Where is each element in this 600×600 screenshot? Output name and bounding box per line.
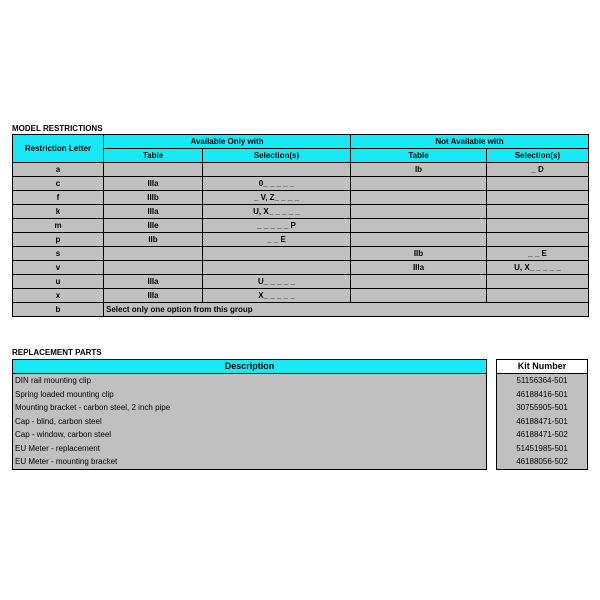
available-table: IIIa (104, 289, 203, 303)
available-table: IIIa (104, 205, 203, 219)
kit-number-table (496, 359, 588, 470)
part-row (13, 374, 487, 388)
part-description: Cap - blind, carbon steel (13, 415, 487, 429)
restriction-row (13, 219, 589, 233)
kit-row (497, 455, 588, 469)
available-selections (203, 247, 351, 261)
available-table: IIIe (104, 219, 203, 233)
header-description: Description (13, 360, 487, 374)
not-available-selections (487, 177, 589, 191)
kit-number: 51156364-501 (497, 374, 588, 388)
not-available-selections: _ _ E (487, 247, 589, 261)
not-available-selections (487, 191, 589, 205)
not-available-table (351, 191, 487, 205)
restriction-letter: p (13, 233, 104, 247)
part-description: DIN rail mounting clip (13, 374, 487, 388)
kit-number: 30755905-501 (497, 401, 588, 415)
header-not-available-selections: Selection(s) (487, 149, 589, 163)
header-not-available-table: Table (351, 149, 487, 163)
part-row (13, 455, 487, 469)
header-available-table: Table (104, 149, 203, 163)
restriction-row (13, 233, 589, 247)
available-selections: 0_ _ _ _ _ (203, 177, 351, 191)
header-available-only-with: Available Only with (104, 135, 351, 149)
available-selections: _ _ E (203, 233, 351, 247)
kit-row (497, 442, 588, 456)
restriction-row (13, 177, 589, 191)
model-restrictions-title: MODEL RESTRICTIONS (12, 124, 103, 133)
restriction-letter: x (13, 289, 104, 303)
restriction-row (13, 289, 589, 303)
available-selections (203, 163, 351, 177)
not-available-table (351, 177, 487, 191)
kit-number: 46188471-502 (497, 428, 588, 442)
part-row (13, 401, 487, 415)
not-available-selections: U, X_ _ _ _ _ (487, 261, 589, 275)
kit-number: 46188416-501 (497, 388, 588, 402)
not-available-table (351, 289, 487, 303)
not-available-selections (487, 219, 589, 233)
available-table: IIIb (104, 191, 203, 205)
available-table: IIb (104, 233, 203, 247)
header-not-available-with: Not Available with (351, 135, 589, 149)
available-selections: U_ _ _ _ _ (203, 275, 351, 289)
part-description: Cap - window, carbon steel (13, 428, 487, 442)
available-selections: U, X_ _ _ _ _ (203, 205, 351, 219)
header-kit-number: Kit Number (497, 360, 588, 374)
kit-row (497, 388, 588, 402)
available-table: IIIa (104, 177, 203, 191)
part-description: EU Meter - mounting bracket (13, 455, 487, 469)
not-available-selections (487, 275, 589, 289)
restriction-letter: b (13, 303, 104, 317)
header-available-selections: Selection(s) (203, 149, 351, 163)
not-available-table (351, 233, 487, 247)
not-available-selections (487, 289, 589, 303)
part-description: Mounting bracket - carbon steel, 2 inch pipe (13, 401, 487, 415)
not-available-selections (487, 233, 589, 247)
restriction-row (13, 191, 589, 205)
restriction-letter: a (13, 163, 104, 177)
restriction-row (13, 205, 589, 219)
restriction-letter: m (13, 219, 104, 233)
part-row (13, 415, 487, 429)
not-available-table (351, 275, 487, 289)
not-available-selections: _ D (487, 163, 589, 177)
available-selections: _ _ _ _ _ P (203, 219, 351, 233)
kit-row (497, 415, 588, 429)
kit-row (497, 374, 588, 388)
restriction-letter: s (13, 247, 104, 261)
restriction-row (13, 303, 589, 317)
restriction-note: Select only one option from this group (104, 303, 589, 317)
restriction-letter: c (13, 177, 104, 191)
available-selections: _ V, Z_ _ _ _ (203, 191, 351, 205)
not-available-selections (487, 205, 589, 219)
available-table (104, 163, 203, 177)
not-available-table (351, 219, 487, 233)
restriction-row (13, 163, 589, 177)
restriction-row (13, 261, 589, 275)
kit-number: 46188056-502 (497, 455, 588, 469)
part-row (13, 442, 487, 456)
part-description: Spring loaded mounting clip (13, 388, 487, 402)
available-selections: X_ _ _ _ _ (203, 289, 351, 303)
restriction-letter: f (13, 191, 104, 205)
not-available-table: Ib (351, 163, 487, 177)
restriction-letter: k (13, 205, 104, 219)
kit-number: 46188471-501 (497, 415, 588, 429)
kit-row (497, 428, 588, 442)
header-restriction-letter: Restriction Letter (13, 135, 104, 163)
part-row (13, 388, 487, 402)
not-available-table: IIIa (351, 261, 487, 275)
part-description: EU Meter - replacement (13, 442, 487, 456)
kit-row (497, 401, 588, 415)
available-table: IIIa (104, 275, 203, 289)
restriction-row (13, 275, 589, 289)
restriction-row (13, 247, 589, 261)
replacement-parts-title: REPLACEMENT PARTS (12, 348, 102, 357)
restriction-letter: u (13, 275, 104, 289)
replacement-parts-table (12, 359, 487, 470)
part-row (13, 428, 487, 442)
available-table (104, 247, 203, 261)
kit-number: 51451985-501 (497, 442, 588, 456)
not-available-table (351, 205, 487, 219)
restriction-letter: v (13, 261, 104, 275)
not-available-table: IIb (351, 247, 487, 261)
model-restrictions-table (12, 134, 589, 317)
available-table (104, 261, 203, 275)
available-selections (203, 261, 351, 275)
